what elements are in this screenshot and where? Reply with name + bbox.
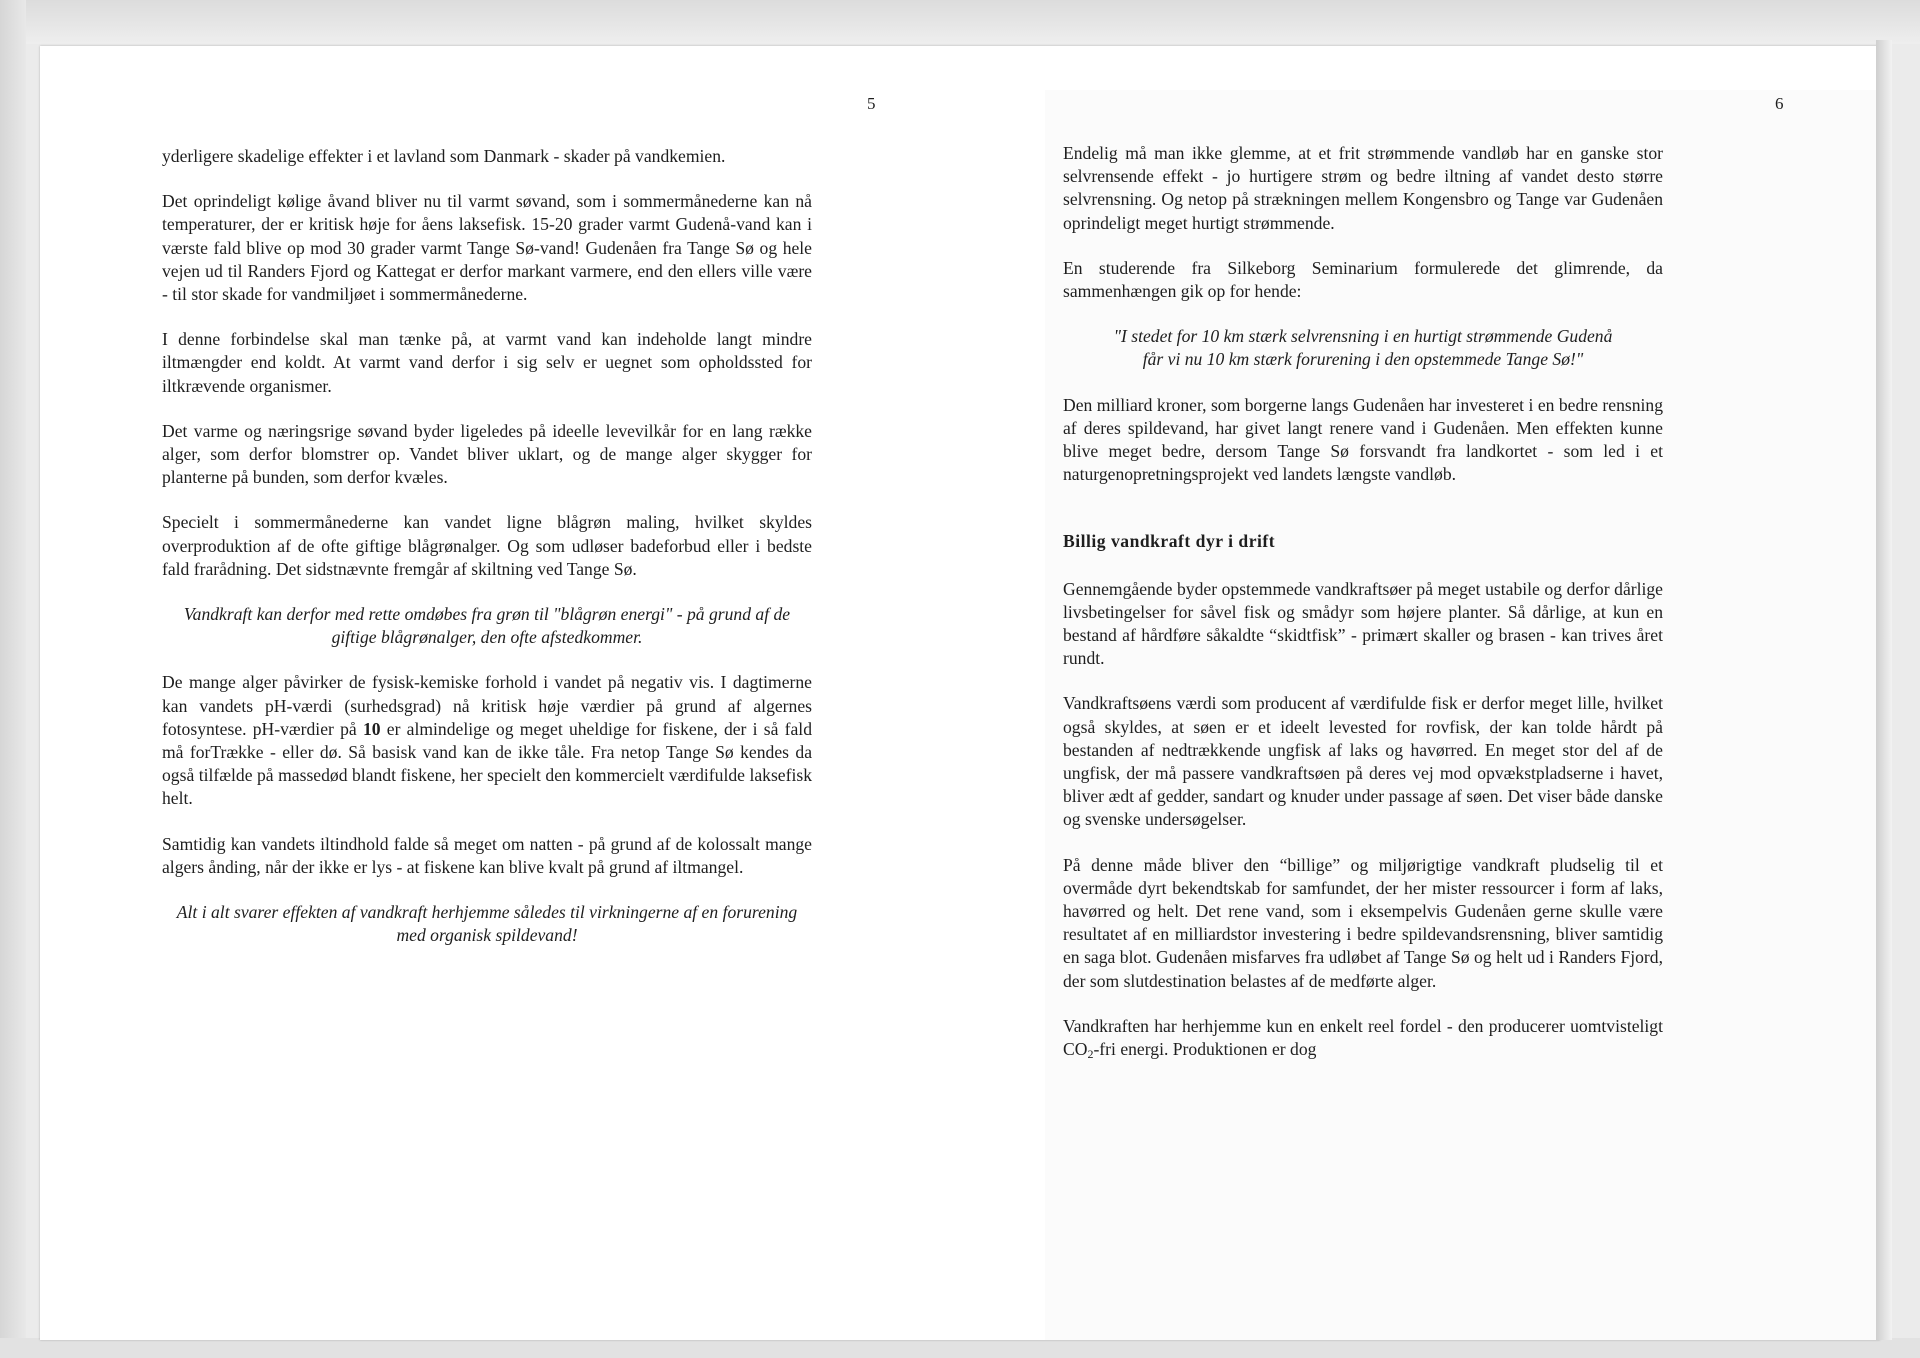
page-number-left: 5 [867,94,876,113]
page-right-column [1063,142,1663,1083]
paragraph: Den milliard kroner, som borgerne langs Gudenåen har investeret i en bedre rensning af deres spildevand, har givet langt renere vand i Gudenåen. Men effekten kunne blive meget bedre, dersom Tange Sø forsvandt fra landkortet - som led i et naturgenopretningsprojekt ved landets længste vandløb. [1063,394,1663,485]
paragraph: En studerende fra Silkeborg Seminarium formulerede det glimrende, da sammenhængen gik op for hende: [1063,257,1663,302]
paragraph: I denne forbindelse skal man tænke på, at varmt vand kan indeholde langt mindre iltmængder end koldt. At varmt vand derfor i sig selv er uegnet som opholdssted for iltkrævende organismer. [162,329,812,396]
pull-quote: Alt i alt svarer effekten af vandkraft herhjemme således til virkningerne af en forurening med organisk spildevand! [176,902,798,946]
paragraph: Samtidig kan vandets iltindhold falde så meget om natten - på grund af de kolossalt mange algers ånding, når der ikke er lys - at fiskene kan blive kvalt på grund af iltmangel. [162,833,812,877]
paragraph: yderligere skadelige effekter i et lavland som Danmark - skader på vandkemien. [162,146,726,166]
pull-quote: "I stedet for 10 km stærk selvrensning i en hurtigt strømmende Gudenå får vi nu 10 km stærk forurening i den opstemmede Tange Sø!" [1113,326,1613,370]
co2-subscript: 2 [1087,1047,1094,1062]
pull-quote: Vandkraft kan derfor med rette omdøbes fra grøn til "blågrøn energi" - på grund af de giftige blågrønalger, den ofte afstedkommer. [183,604,791,648]
plastic-sleeve-left [0,0,26,1358]
paragraph-co2-text-1: Vandkraften har herhjemme kun en enkelt reel fordel - den producerer uomtvisteligt CO [1063,1015,1663,1060]
page-left-column [162,145,812,969]
paragraph: Det oprindeligt kølige åvand bliver nu til varmt søvand, som i sommermånederne kan nå temperaturer, der er kritisk høje for åens laksefisk. 15-20 grader varmt Gudenå-vand kan i værste fald blive op mod 30 grader varmt Tange Sø-vand! Gudenåen fra Tange Sø og hele vejen ud til Randers Fjord og Kattegat er derfor markant varmere, end den ellers ville være - til stor skade for vandmiljøet i sommermånederne. [162,191,812,305]
paragraph: Endelig må man ikke glemme, at et frit strømmende vandløb har en ganske stor selvrensende effekt - jo hurtigere strøm og bedre iltning af vandet desto større selvrensning. Og netop på strækningen mellem Kongensbro og Tange var Gudenåen oprindeligt meget hurtigt strømmende. [1063,143,1663,233]
paragraph: Gennemgående byder opstemmede vandkraftsøer på meget ustabile og derfor dårlige livsbetingelser for såvel fisk og smådyr som højere planter. Så dårlige, at kun en bestand af hårdføre såkaldte “skidtfisk” - primært skaller og brasen - kan trives året rundt. [1063,578,1663,669]
plastic-sleeve-bottom [0,1338,1920,1358]
paragraph-ph-text-2: er almindelige og meget uheldige for fiskene, der i så fald må forTrække - eller dø. Så basisk vand kan de ikke tåle. Fra netop Tange Sø kendes da også tilfælde på massedød blandt fiskene, her specielt den kommercielt værdifulde laksefisk helt. [162,718,812,809]
paragraph-co2 [1063,1015,1663,1061]
paragraph-ph [162,671,812,810]
section-heading: Billig vandkraft dyr i drift [1063,531,1276,552]
paragraph: Vandkraftsøens værdi som producent af værdifulde fisk er derfor meget lille, hvilket også skyldes, at søen er et ideelt levested for rovfisk, der kan tolde hårdt på bestanden af nedtrækkende ungfisk af laks og havørred. En meget stor del af de ungfisk, der må passere vandkraftsøen på deres vej mod opvækstpladserne i havet, bliver ædt af gedder, sandart og knuder under passage af søen. Det viser både danske og svenske undersøgelser. [1063,693,1663,830]
paragraph-ph-text-1: De mange alger påvirker de fysisk-kemiske forhold i vandet på negativ vis. I dagtimerne kan vandets pH-værdi (surhedsgrad) nå kritisk høje værdier på grund af algernes fotosyntese. pH-værdier på [162,672,812,739]
plastic-sleeve-top [0,0,1920,44]
paragraph: Specielt i sommermånederne kan vandet ligne blågrøn maling, hvilket skyldes overproduktion af de ofte giftige blågrønalger. Og som udløser badeforbud eller i bedste fald frarådning. Det sidstnævnte fremgår af skiltning ved Tange Sø. [162,512,812,579]
page-number-right: 6 [1775,94,1784,113]
paragraph: På denne måde bliver den “billige” og miljørigtige vandkraft pludselig til et overmåde dyrt bekendtskab for samfundet, der her mister ressourcer i form af laks, havørred og helt. Det rene vand, som i eksempelvis Gudenåen gerne skulle være resultatet af en milliardstor investering i bedre spildevandsrensning, bliver samtidig en saga blot. Gudenåen misfarves fra udløbet af Tange Sø og helt ud i Randers Fjord, der som slutdestination belastes af de medførte alger. [1063,854,1663,991]
paragraph-co2-text-2: -fri energi. Produktionen er dog [1093,1039,1317,1060]
paragraph-ph-bold-value: 10 [362,718,381,739]
paragraph: Det varme og næringsrige søvand byder ligeledes på ideelle levevilkår for en lang række alger, som derfor blomstrer op. Vandet bliver uklart, og de mange alger skygger for planterne på bunden, som derfor kvæles. [162,420,812,488]
page-edge-right [1876,40,1892,1340]
